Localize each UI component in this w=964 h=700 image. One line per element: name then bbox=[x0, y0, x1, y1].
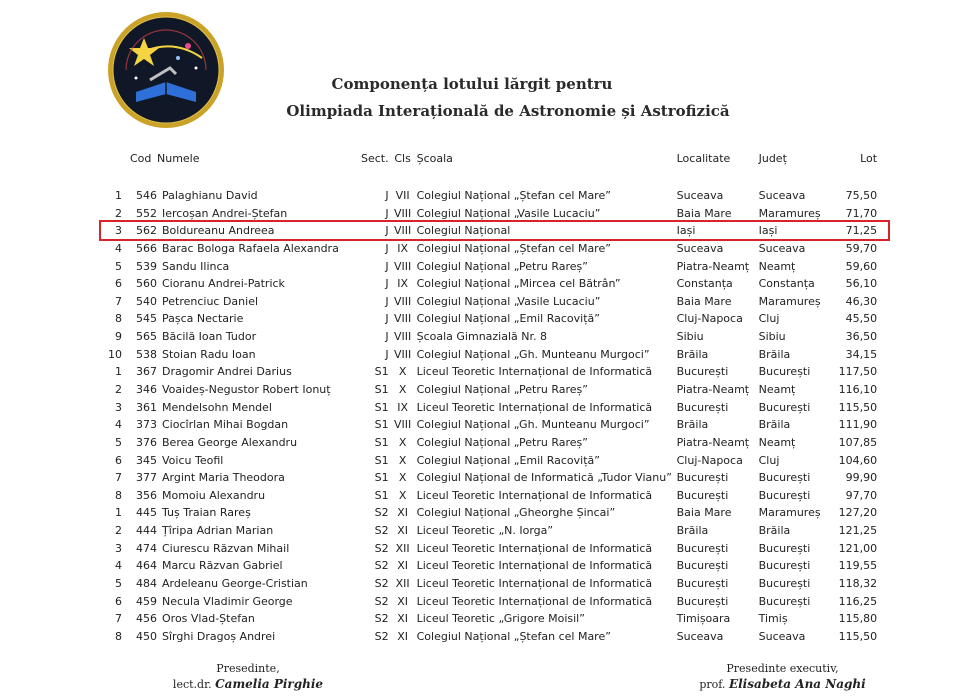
cell-sect: J bbox=[385, 294, 389, 308]
cell-lot: 111,90 bbox=[838, 418, 878, 432]
cell-lot: 34,15 bbox=[845, 347, 878, 361]
cell-name: Tuș Traian Rareș bbox=[162, 506, 251, 520]
row-index: 2 bbox=[115, 383, 122, 396]
header-cls: Cls bbox=[394, 152, 411, 165]
cell-judet: Brăila bbox=[758, 347, 791, 361]
cell-lot: 71,70 bbox=[845, 206, 878, 220]
cell-sect: J bbox=[385, 312, 389, 326]
cell-name: Argint Maria Theodora bbox=[162, 471, 285, 485]
cell-lot: 104,60 bbox=[838, 453, 878, 467]
table-row bbox=[108, 328, 877, 346]
row-index: 7 bbox=[115, 294, 122, 308]
cell-name: Berea George Alexandru bbox=[162, 435, 298, 449]
row-index: 1 bbox=[115, 188, 122, 202]
table-row bbox=[108, 292, 877, 310]
cell-school: Liceul Teoretic Internațional de Informatică bbox=[416, 365, 653, 379]
cell-localitate: Piatra-Neamț bbox=[676, 259, 750, 273]
roster-body bbox=[108, 169, 877, 645]
cell-lot: 107,85 bbox=[838, 435, 878, 449]
cell-sect: S1 bbox=[374, 435, 389, 449]
cell-lot: 56,10 bbox=[845, 277, 878, 291]
cell-sect: S1 bbox=[374, 365, 389, 379]
cell-cod: 566 bbox=[136, 241, 157, 255]
cell-name: Băcilă Ioan Tudor bbox=[162, 330, 257, 344]
cell-cod: 361 bbox=[136, 400, 157, 414]
signature-left-name: Camelia Pirghie bbox=[215, 677, 324, 691]
table-row bbox=[108, 504, 877, 522]
cell-lot: 119,55 bbox=[838, 559, 878, 573]
cell-sect: S2 bbox=[374, 559, 389, 573]
table-row bbox=[108, 592, 877, 610]
row-index: 4 bbox=[115, 241, 122, 255]
cell-sect: J bbox=[385, 347, 389, 361]
cell-name: Ciocîrlan Mihai Bogdan bbox=[162, 418, 289, 432]
cell-lot: 116,10 bbox=[838, 383, 878, 396]
cell-localitate: Baia Mare bbox=[676, 294, 732, 308]
table-row bbox=[108, 187, 877, 205]
cell-cod: 545 bbox=[136, 312, 157, 326]
cell-cod: 346 bbox=[136, 383, 157, 396]
cell-localitate: Iași bbox=[676, 224, 696, 238]
row-index: 2 bbox=[115, 206, 122, 220]
table-row bbox=[108, 610, 877, 628]
row-index: 3 bbox=[115, 541, 122, 555]
cell-localitate: București bbox=[676, 365, 729, 379]
cell-judet: Brăila bbox=[758, 418, 791, 432]
cell-school: Liceul Teoretic „N. Iorga” bbox=[416, 524, 554, 538]
cell-cod: 474 bbox=[136, 541, 157, 555]
cell-cls: XI bbox=[397, 559, 408, 573]
signature-right bbox=[690, 662, 875, 691]
cell-cls: X bbox=[398, 471, 407, 485]
table-row bbox=[108, 522, 877, 540]
cell-cls: VIII bbox=[393, 347, 412, 361]
cell-cls: X bbox=[398, 365, 407, 379]
cell-name: Iercoșan Andrei-Ștefan bbox=[162, 206, 288, 220]
cell-cls: VIII bbox=[393, 224, 412, 238]
signature-right-prefix: prof. bbox=[699, 678, 726, 691]
cell-cls: IX bbox=[397, 241, 408, 255]
table-row bbox=[108, 575, 877, 593]
cell-sect: J bbox=[385, 277, 389, 291]
cell-cod: 565 bbox=[136, 330, 157, 344]
cell-name: Sandu Ilinca bbox=[162, 259, 230, 273]
cell-school: Liceul Teoretic Internațional de Informatică bbox=[416, 559, 653, 573]
cell-lot: 115,80 bbox=[838, 612, 878, 626]
cell-cls: X bbox=[398, 435, 407, 449]
cell-cod: 459 bbox=[136, 594, 157, 608]
cell-cod: 552 bbox=[136, 206, 157, 220]
cell-cod: 560 bbox=[136, 277, 157, 291]
cell-judet: București bbox=[758, 559, 811, 573]
cell-judet: Neamț bbox=[758, 259, 796, 273]
cell-cls: XII bbox=[395, 577, 410, 591]
cell-sect: S2 bbox=[374, 506, 389, 520]
row-index: 4 bbox=[115, 559, 122, 573]
cell-cod: 538 bbox=[136, 347, 157, 361]
header-judet: Județ bbox=[758, 152, 787, 165]
cell-lot: 46,30 bbox=[845, 294, 878, 308]
table-row bbox=[108, 539, 877, 557]
cell-localitate: Cluj-Napoca bbox=[676, 453, 743, 467]
row-index: 3 bbox=[115, 400, 122, 414]
cell-cod: 450 bbox=[136, 629, 157, 643]
cell-judet: Constanța bbox=[758, 277, 815, 291]
cell-cls: VIII bbox=[393, 259, 412, 273]
cell-cls: XI bbox=[397, 594, 408, 608]
cell-sect: S2 bbox=[374, 612, 389, 626]
cell-cod: 539 bbox=[136, 259, 157, 273]
cell-judet: Maramureș bbox=[758, 206, 821, 220]
cell-name: Palaghianu David bbox=[162, 188, 258, 202]
row-index: 1 bbox=[115, 506, 122, 520]
cell-name: Ardeleanu George-Cristian bbox=[162, 577, 308, 591]
cell-name: Necula Vladimir George bbox=[162, 594, 293, 608]
row-index: 8 bbox=[115, 312, 122, 326]
cell-localitate: București bbox=[676, 471, 729, 485]
cell-sect: S2 bbox=[374, 577, 389, 591]
page-title-line1: Componența lotului lărgit pentru bbox=[331, 75, 613, 93]
cell-cod: 562 bbox=[136, 224, 157, 238]
cell-cod: 546 bbox=[136, 188, 157, 202]
cell-judet: București bbox=[758, 471, 811, 485]
cell-cls: XI bbox=[397, 524, 408, 538]
table-row bbox=[108, 487, 877, 505]
cell-cod: 356 bbox=[136, 488, 157, 502]
cell-name: Momoiu Alexandru bbox=[162, 488, 266, 502]
signature-left-prefix: lect.dr. bbox=[172, 678, 212, 691]
cell-sect: S2 bbox=[374, 629, 389, 643]
cell-cls: IX bbox=[397, 400, 408, 414]
row-index: 5 bbox=[115, 577, 122, 591]
cell-cls: XI bbox=[397, 612, 408, 626]
row-index: 5 bbox=[115, 259, 122, 273]
cell-localitate: București bbox=[676, 488, 729, 502]
cell-lot: 115,50 bbox=[838, 629, 878, 643]
cell-school: Colegiul Național „Petru Rareș” bbox=[416, 383, 588, 396]
cell-school: Colegiul Național „Vasile Lucaciu” bbox=[416, 206, 601, 220]
row-index: 1 bbox=[115, 365, 122, 379]
cell-judet: Brăila bbox=[758, 524, 791, 538]
row-index: 6 bbox=[115, 277, 122, 291]
table-row bbox=[108, 275, 877, 293]
cell-localitate: Suceava bbox=[676, 188, 724, 202]
table-row bbox=[108, 240, 877, 258]
table-row bbox=[108, 628, 877, 646]
row-index: 4 bbox=[115, 418, 122, 432]
cell-school: Colegiul Național „Gh. Munteanu Murgoci” bbox=[416, 347, 650, 361]
cell-localitate: Piatra-Neamț bbox=[676, 435, 750, 449]
cell-localitate: Piatra-Neamț bbox=[676, 383, 750, 396]
cell-localitate: București bbox=[676, 577, 729, 591]
header-index bbox=[108, 152, 122, 169]
table-row bbox=[108, 204, 877, 222]
cell-judet: Suceava bbox=[758, 629, 806, 643]
table-row bbox=[108, 345, 877, 363]
row-index: 3 bbox=[115, 224, 122, 238]
cell-school: Colegiul Național „Ștefan cel Mare” bbox=[416, 629, 611, 643]
cell-lot: 116,25 bbox=[838, 594, 878, 608]
cell-localitate: Timișoara bbox=[676, 612, 731, 626]
cell-localitate: București bbox=[676, 400, 729, 414]
cell-school: Liceul Teoretic „Grigore Moisil” bbox=[416, 612, 585, 626]
cell-judet: București bbox=[758, 577, 811, 591]
roster-table bbox=[108, 152, 877, 645]
cell-sect: S1 bbox=[374, 453, 389, 467]
signature-left bbox=[168, 662, 328, 691]
cell-judet: București bbox=[758, 488, 811, 502]
header-sect: Sect. bbox=[361, 152, 389, 165]
cell-name: Stoian Radu Ioan bbox=[162, 347, 256, 361]
cell-localitate: București bbox=[676, 541, 729, 555]
row-index: 9 bbox=[115, 330, 122, 344]
cell-cod: 345 bbox=[136, 453, 157, 467]
cell-judet: București bbox=[758, 594, 811, 608]
table-row bbox=[108, 381, 877, 399]
row-index: 2 bbox=[115, 524, 122, 538]
cell-name: Cioranu Andrei-Patrick bbox=[162, 277, 285, 291]
cell-localitate: Sibiu bbox=[676, 330, 704, 344]
cell-school: Colegiul Național „Petru Rareș” bbox=[416, 435, 588, 449]
table-row bbox=[108, 310, 877, 328]
cell-school: Colegiul Național „Mircea cel Bătrân” bbox=[416, 277, 621, 291]
cell-sect: J bbox=[385, 241, 389, 255]
header-numele: Numele bbox=[157, 152, 200, 165]
cell-school: Colegiul Național „Ștefan cel Mare” bbox=[416, 241, 611, 255]
cell-sect: S1 bbox=[374, 400, 389, 414]
cell-lot: 36,50 bbox=[845, 330, 878, 344]
cell-localitate: Baia Mare bbox=[676, 506, 732, 520]
cell-sect: S2 bbox=[374, 541, 389, 555]
cell-sect: J bbox=[385, 259, 389, 273]
cell-judet: Timiș bbox=[758, 612, 788, 626]
cell-school: Liceul Teoretic Internațional de Informatică bbox=[416, 541, 653, 555]
cell-judet: Maramureș bbox=[758, 506, 821, 520]
cell-name: Mendelsohn Mendel bbox=[162, 400, 272, 414]
cell-judet: Neamț bbox=[758, 383, 796, 396]
cell-name: Voaideș-Negustor Robert Ionuț bbox=[162, 383, 331, 396]
cell-cod: 456 bbox=[136, 612, 157, 626]
cell-cls: VIII bbox=[393, 294, 412, 308]
cell-judet: București bbox=[758, 400, 811, 414]
cell-school: Liceul Teoretic Internațional de Informatică bbox=[416, 577, 653, 591]
cell-judet: Cluj bbox=[758, 312, 780, 326]
cell-judet: București bbox=[758, 365, 811, 379]
table-row bbox=[108, 363, 877, 381]
cell-judet: Sibiu bbox=[758, 330, 786, 344]
cell-name: Oros Vlad-Ștefan bbox=[162, 612, 255, 626]
cell-cod: 377 bbox=[136, 471, 157, 485]
row-index: 7 bbox=[115, 612, 122, 626]
cell-cod: 445 bbox=[136, 506, 157, 520]
table-row bbox=[108, 257, 877, 275]
cell-cls: XI bbox=[397, 629, 408, 643]
header-spacer bbox=[108, 169, 877, 187]
cell-cod: 540 bbox=[136, 294, 157, 308]
cell-localitate: Suceava bbox=[676, 241, 724, 255]
cell-school: Școala Gimnazială Nr. 8 bbox=[416, 330, 548, 344]
cell-lot: 121,25 bbox=[838, 524, 878, 538]
cell-lot: 121,00 bbox=[838, 541, 878, 555]
cell-name: Dragomir Andrei Darius bbox=[162, 365, 292, 379]
cell-judet: Suceava bbox=[758, 241, 806, 255]
cell-localitate: Cluj-Napoca bbox=[676, 312, 743, 326]
cell-judet: Neamț bbox=[758, 435, 796, 449]
cell-judet: Iași bbox=[758, 224, 778, 238]
cell-name: Țîripa Adrian Marian bbox=[162, 524, 274, 538]
cell-name: Voicu Teofil bbox=[162, 453, 224, 467]
cell-localitate: Suceava bbox=[676, 629, 724, 643]
cell-lot: 97,70 bbox=[845, 488, 878, 502]
cell-school: Colegiul Național de Informatică „Tudor Vianu” bbox=[416, 471, 672, 485]
cell-cls: VIII bbox=[393, 312, 412, 326]
cell-sect: J bbox=[385, 330, 389, 344]
header-localitate: Localitate bbox=[676, 152, 731, 165]
cell-localitate: Brăila bbox=[676, 347, 709, 361]
header-cod: Cod bbox=[130, 152, 152, 165]
cell-lot: 75,50 bbox=[845, 188, 878, 202]
cell-sect: J bbox=[385, 188, 389, 202]
cell-cls: XI bbox=[397, 506, 408, 520]
page-title-line2: Olimpiada Interațională de Astronomie și Astrofizică bbox=[286, 102, 730, 120]
cell-judet: București bbox=[758, 541, 811, 555]
cell-cls: X bbox=[398, 453, 407, 467]
cell-judet: Cluj bbox=[758, 453, 780, 467]
table-header-row bbox=[108, 152, 877, 169]
cell-localitate: Baia Mare bbox=[676, 206, 732, 220]
header-scoala: Școala bbox=[416, 152, 453, 165]
table-row bbox=[108, 416, 877, 434]
cell-name: Pașca Nectarie bbox=[162, 312, 244, 326]
cell-sect: S1 bbox=[374, 471, 389, 485]
cell-school: Colegiul Național „Gheorghe Șincai” bbox=[416, 506, 616, 520]
table-row bbox=[108, 398, 877, 416]
cell-school: Colegiul Național „Gh. Munteanu Murgoci” bbox=[416, 418, 650, 432]
cell-school: Colegiul Național „Petru Rareș” bbox=[416, 259, 588, 273]
cell-lot: 127,20 bbox=[838, 506, 878, 520]
cell-sect: S1 bbox=[374, 418, 389, 432]
signature-left-role: Presedinte, bbox=[216, 662, 280, 675]
cell-cls: VIII bbox=[393, 206, 412, 220]
cell-lot: 59,60 bbox=[845, 259, 878, 273]
cell-localitate: București bbox=[676, 594, 729, 608]
cell-cls: IX bbox=[397, 277, 408, 291]
cell-sect: J bbox=[385, 206, 389, 220]
cell-school: Colegiul Național „Vasile Lucaciu” bbox=[416, 294, 601, 308]
cell-judet: Suceava bbox=[758, 188, 806, 202]
cell-sect: J bbox=[385, 224, 389, 238]
cell-name: Ciurescu Răzvan Mihail bbox=[162, 541, 290, 555]
cell-localitate: Brăila bbox=[676, 418, 709, 432]
table-row bbox=[108, 469, 877, 487]
cell-sect: S1 bbox=[374, 488, 389, 502]
cell-name: Marcu Răzvan Gabriel bbox=[162, 559, 283, 573]
table-row-highlighted bbox=[108, 222, 877, 240]
cell-school: Liceul Teoretic Internațional de Informatică bbox=[416, 400, 653, 414]
cell-school: Liceul Teoretic Internațional de Informatică bbox=[416, 594, 653, 608]
cell-sect: S2 bbox=[374, 524, 389, 538]
cell-cod: 367 bbox=[136, 365, 157, 379]
cell-sect: S2 bbox=[374, 594, 389, 608]
signature-right-role: Presedinte executiv, bbox=[726, 662, 839, 675]
row-index: 8 bbox=[115, 488, 122, 502]
cell-cls: VII bbox=[395, 188, 410, 202]
cell-cls: X bbox=[398, 383, 407, 396]
cell-cod: 444 bbox=[136, 524, 157, 538]
signature-right-name: Elisabeta Ana Naghi bbox=[728, 677, 866, 691]
cell-name: Boldureanu Andreea bbox=[162, 224, 275, 238]
cell-name: Petrenciuc Daniel bbox=[162, 294, 259, 308]
cell-lot: 45,50 bbox=[845, 312, 878, 326]
row-index: 7 bbox=[115, 471, 122, 485]
cell-lot: 99,90 bbox=[845, 471, 878, 485]
cell-school: Colegiul Național „Emil Racoviță” bbox=[416, 453, 600, 467]
row-index: 6 bbox=[115, 594, 122, 608]
cell-cls: VIII bbox=[393, 418, 412, 432]
cell-cod: 464 bbox=[136, 559, 157, 573]
table-row bbox=[108, 434, 877, 452]
cell-sect: S1 bbox=[374, 383, 389, 396]
cell-school: Colegiul Național „Emil Racoviță” bbox=[416, 312, 600, 326]
row-index: 8 bbox=[115, 629, 122, 643]
cell-cls: VIII bbox=[393, 330, 412, 344]
row-index: 10 bbox=[108, 347, 122, 361]
cell-school: Colegiul Național bbox=[416, 224, 511, 238]
cell-lot: 115,50 bbox=[838, 400, 878, 414]
cell-cod: 484 bbox=[136, 577, 157, 591]
cell-school: Colegiul Național „Ștefan cel Mare” bbox=[416, 188, 611, 202]
row-index: 5 bbox=[115, 435, 122, 449]
table-row bbox=[108, 451, 877, 469]
cell-cod: 376 bbox=[136, 435, 157, 449]
cell-lot: 117,50 bbox=[838, 365, 878, 379]
cell-localitate: București bbox=[676, 559, 729, 573]
cell-cod: 373 bbox=[136, 418, 157, 432]
header-lot: Lot bbox=[860, 152, 878, 165]
cell-judet: Maramureș bbox=[758, 294, 821, 308]
row-index: 6 bbox=[115, 453, 122, 467]
cell-name: Barac Bologa Rafaela Alexandra bbox=[162, 241, 339, 255]
cell-school: Liceul Teoretic Internațional de Informatică bbox=[416, 488, 653, 502]
cell-localitate: Constanța bbox=[676, 277, 733, 291]
table-row bbox=[108, 557, 877, 575]
cell-lot: 118,32 bbox=[838, 577, 878, 591]
cell-lot: 71,25 bbox=[845, 224, 878, 238]
cell-lot: 59,70 bbox=[845, 241, 878, 255]
cell-cls: X bbox=[398, 488, 407, 502]
cell-cls: XII bbox=[395, 541, 410, 555]
cell-name: Sîrghi Dragoș Andrei bbox=[162, 629, 276, 643]
cell-localitate: Brăila bbox=[676, 524, 709, 538]
